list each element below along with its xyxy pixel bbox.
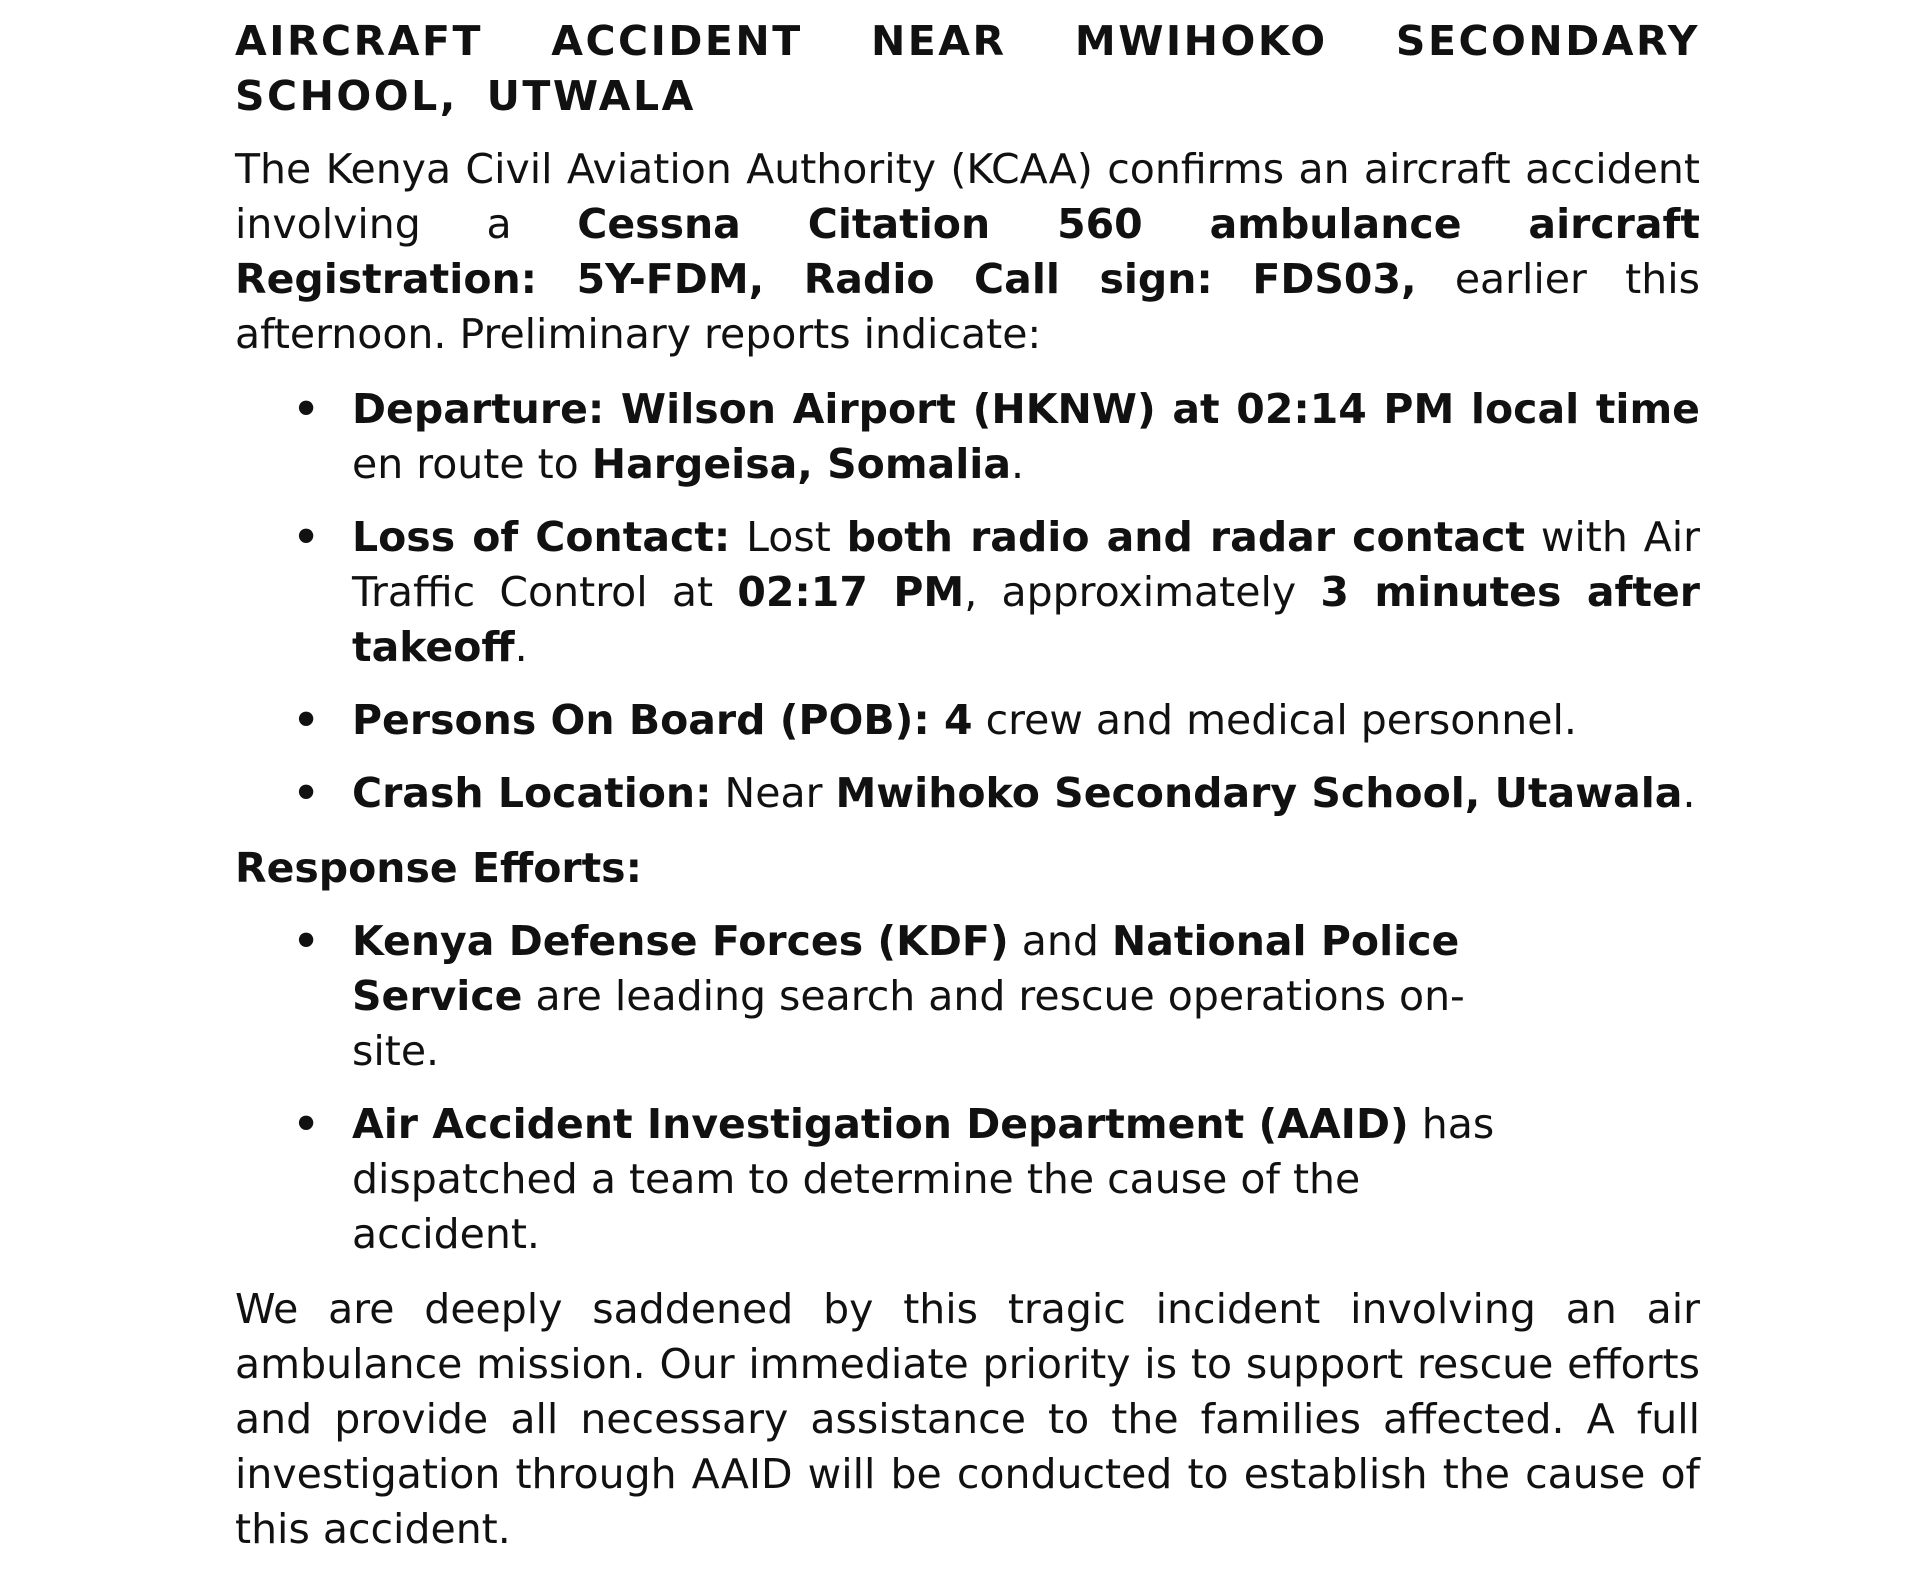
departure-label: Departure: Wilson Airport (HKNW) at 02:14 PM local time xyxy=(352,385,1700,433)
bullet-icon: • xyxy=(293,385,320,433)
response-list xyxy=(235,914,1700,1262)
list-item-crash-location xyxy=(235,766,1700,821)
pob-label: Persons On Board (POB): 4 xyxy=(352,696,973,744)
loss-bold-1: both radio and radar contact xyxy=(846,513,1525,561)
bullet-icon: • xyxy=(293,513,320,561)
response-heading: Response Efforts: xyxy=(235,844,642,892)
document-title: AIRCRAFT ACCIDENT NEAR MWIHOKO SECONDARY SCHOOL, UTWALA xyxy=(235,17,1700,120)
departure-end: . xyxy=(1011,440,1025,488)
details-list xyxy=(235,382,1700,821)
bullet-icon: • xyxy=(293,769,320,817)
loss-text-3: , approximately xyxy=(964,568,1321,616)
response-text-1: and xyxy=(1008,917,1112,965)
loss-text-1: Lost xyxy=(730,513,847,561)
police-label: National Police Service xyxy=(352,917,1460,1020)
list-item-departure xyxy=(235,382,1700,492)
list-item-kdf-police xyxy=(235,914,1700,1079)
departure-text: en route to xyxy=(352,440,592,488)
intro-text-1: The Kenya Civil Aviation Authority (KCAA) confirms an aircraft accident involving a xyxy=(235,145,1700,248)
list-item-aaid xyxy=(235,1097,1700,1262)
loss-duration: 3 minutes after takeoff xyxy=(352,568,1701,671)
aaid-text: has dispatched a team to determine the cause of the accident. xyxy=(352,1100,1495,1258)
closing-paragraph: We are deeply saddened by this tragic incident involving an air ambulance mission. Our immediate priority is to support rescue efforts and provide all necessary assistance to the families affected. A full investigation through AAID will be conducted to establish the cause of this accident. xyxy=(235,1285,1700,1553)
crash-place: Mwihoko Secondary School, Utawala xyxy=(835,769,1683,817)
crash-text: Near xyxy=(711,769,836,817)
loss-time: 02:17 PM xyxy=(737,568,965,616)
intro-aircraft-details: Cessna Citation 560 ambulance aircraft Registration: 5Y-FDM, Radio Call sign: FDS03, xyxy=(235,200,1700,303)
aaid-label: Air Accident Investigation Department (AAID) xyxy=(352,1100,1409,1148)
list-item-persons-on-board xyxy=(235,693,1700,748)
press-release xyxy=(235,14,1700,1577)
loss-text-2: with Air Traffic Control at xyxy=(352,513,1700,616)
bullet-icon: • xyxy=(293,696,320,744)
bullet-icon: • xyxy=(293,917,320,965)
crash-location-label: Crash Location: xyxy=(352,769,712,817)
destination: Hargeisa, Somalia xyxy=(591,440,1011,488)
kdf-label: Kenya Defense Forces (KDF) xyxy=(352,917,1009,965)
loss-end: . xyxy=(514,623,528,671)
intro-paragraph xyxy=(235,142,1700,362)
pob-text: crew and medical personnel. xyxy=(972,696,1577,744)
intro-text-2: earlier this afternoon. Preliminary reports indicate: xyxy=(235,255,1700,358)
loss-of-contact-label: Loss of Contact: xyxy=(352,513,731,561)
response-text-2: are leading search and rescue operations on-site. xyxy=(352,972,1465,1075)
crash-end: . xyxy=(1682,769,1696,817)
bullet-icon: • xyxy=(293,1100,320,1148)
list-item-loss-of-contact xyxy=(235,510,1700,675)
